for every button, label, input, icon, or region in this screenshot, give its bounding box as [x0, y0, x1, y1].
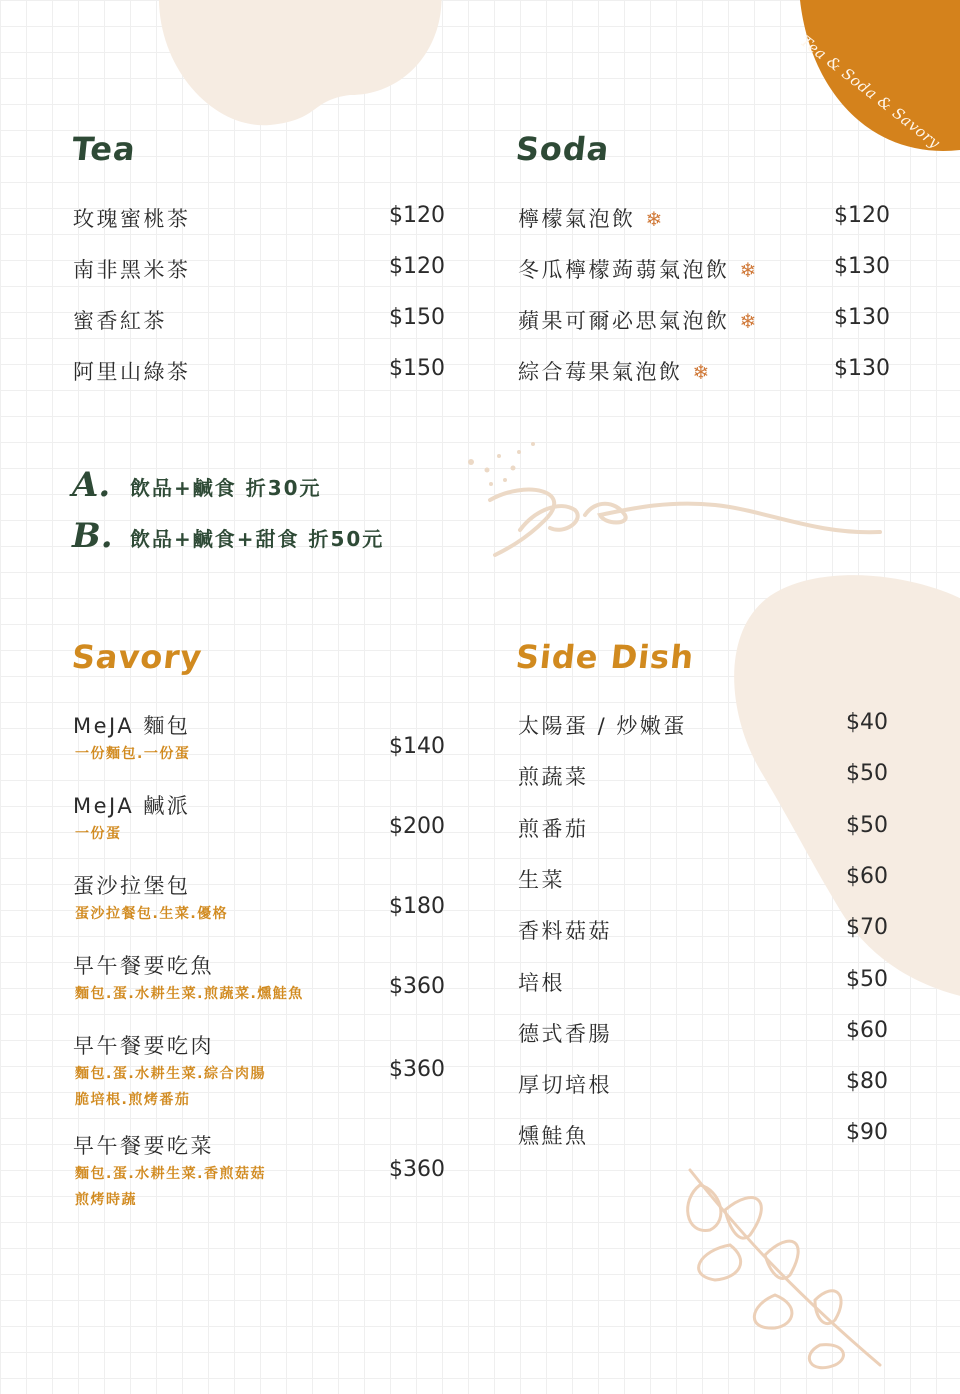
soda-menu-item [518, 356, 890, 396]
item-name: 玫瑰蜜桃茶 [73, 207, 191, 231]
item-name: 南非黑米茶 [73, 258, 191, 282]
item-description: 麵包.蛋.水耕生菜.香煎菇菇 [75, 1166, 266, 1182]
item-description: 一份麵包.一份蛋 [75, 746, 191, 762]
item-price: $50 [846, 966, 888, 992]
item-price: $180 [389, 894, 445, 919]
side-dish-item [518, 915, 890, 955]
item-price: $150 [389, 305, 445, 330]
tea-menu-item [73, 203, 445, 243]
side-dish-item [518, 761, 890, 801]
item-description: 脆培根.煎烤番茄 [75, 1092, 191, 1108]
item-price: $50 [846, 812, 888, 838]
item-name-text: 綜合莓果氣泡飲 [518, 360, 683, 384]
item-name: 生菜 [518, 867, 565, 892]
savory-menu-item [73, 870, 445, 940]
item-price: $140 [389, 734, 445, 759]
item-name: 早午餐要吃肉 [73, 1034, 214, 1058]
tea-menu-item [73, 305, 445, 345]
combo-text: 飲品+鹹食+甜食 折50元 [130, 527, 385, 551]
item-name-text: 檸檬氣泡飲 [518, 207, 636, 231]
side-dish-item [518, 1018, 890, 1058]
item-name: MeJA 麵包 [73, 714, 191, 738]
item-price: $360 [389, 1157, 445, 1182]
item-price: $90 [846, 1120, 888, 1146]
item-name: 德式香腸 [518, 1021, 612, 1046]
item-name: 煎番茄 [518, 816, 589, 841]
item-name-text: 冬瓜檸檬蒟蒻氣泡飲 [518, 258, 730, 282]
side-dish-item [518, 1120, 890, 1160]
item-price: $70 [846, 915, 888, 941]
item-description: 麵包.蛋.水耕生菜.綜合肉腸 [75, 1066, 266, 1082]
item-price: $360 [389, 974, 445, 999]
item-price: $130 [834, 254, 890, 279]
item-name: 厚切培根 [518, 1073, 612, 1098]
tea-menu-item [73, 356, 445, 396]
item-price: $60 [846, 1017, 888, 1043]
decorative-blob-top [150, 0, 450, 140]
item-description: 蛋沙拉餐包.生菜.優格 [75, 906, 229, 922]
decorative-swirl-doodle [465, 440, 895, 570]
soda-menu-item [518, 254, 890, 294]
corner-badge-text: Tea & Soda & Savory [796, 32, 944, 153]
soda-heading: Soda [514, 130, 612, 168]
item-name: 煎蔬菜 [518, 765, 589, 790]
item-name: 燻鮭魚 [518, 1124, 589, 1149]
item-name [518, 305, 756, 335]
item-price: $120 [389, 203, 445, 228]
item-name: 早午餐要吃菜 [73, 1134, 214, 1158]
item-name [518, 254, 756, 284]
side-dish-item [518, 967, 890, 1007]
savory-heading: Savory [70, 638, 205, 676]
combo-letter: B. [72, 516, 113, 556]
item-name [518, 356, 709, 386]
snowflake-icon: ❄ [645, 207, 663, 231]
combo-text: 飲品+鹹食 折30元 [130, 476, 322, 500]
item-price: $200 [389, 814, 445, 839]
snowflake-icon: ❄ [692, 360, 710, 384]
side-dish-item [518, 864, 890, 904]
item-name-text: 蘋果可爾必思氣泡飲 [518, 309, 730, 333]
item-price: $120 [834, 203, 890, 228]
item-name: 培根 [518, 970, 565, 995]
item-name: 香料菇菇 [518, 919, 612, 944]
side-dish-item [518, 813, 890, 853]
side-dish-heading: Side Dish [514, 638, 697, 676]
item-name: 太陽蛋 / 炒嫩蛋 [518, 714, 687, 738]
item-description: 一份蛋 [75, 826, 122, 842]
item-price: $120 [389, 254, 445, 279]
item-price: $130 [834, 356, 890, 381]
decorative-leaf-branch [670, 1160, 900, 1380]
item-price: $80 [846, 1069, 888, 1095]
snowflake-icon: ❄ [739, 309, 757, 333]
savory-menu-item [73, 790, 445, 860]
soda-menu-item [518, 203, 890, 243]
item-name [518, 203, 662, 233]
item-description: 煎烤時蔬 [75, 1192, 137, 1208]
combo-letter: A. [72, 465, 111, 505]
side-dish-item [518, 710, 890, 750]
item-name: 早午餐要吃魚 [73, 954, 214, 978]
item-name: 蜜香紅茶 [73, 309, 167, 333]
soda-menu-item [518, 305, 890, 345]
savory-menu-item [73, 950, 445, 1020]
side-dish-item [518, 1069, 890, 1109]
item-price: $50 [846, 761, 888, 787]
item-name: MeJA 鹹派 [73, 794, 191, 818]
item-description: 麵包.蛋.水耕生菜.煎蔬菜.燻鮭魚 [75, 986, 304, 1002]
snowflake-icon: ❄ [739, 258, 757, 282]
item-price: $150 [389, 356, 445, 381]
item-price: $360 [389, 1057, 445, 1082]
item-price: $60 [846, 863, 888, 889]
savory-menu-item [73, 1130, 445, 1208]
savory-menu-item [73, 1030, 445, 1108]
item-name: 蛋沙拉堡包 [73, 874, 191, 898]
item-price: $130 [834, 305, 890, 330]
tea-heading: Tea [70, 130, 138, 168]
item-price: $40 [846, 710, 888, 735]
savory-menu-item [73, 710, 445, 780]
item-name: 阿里山綠茶 [73, 360, 191, 384]
tea-menu-item [73, 254, 445, 294]
